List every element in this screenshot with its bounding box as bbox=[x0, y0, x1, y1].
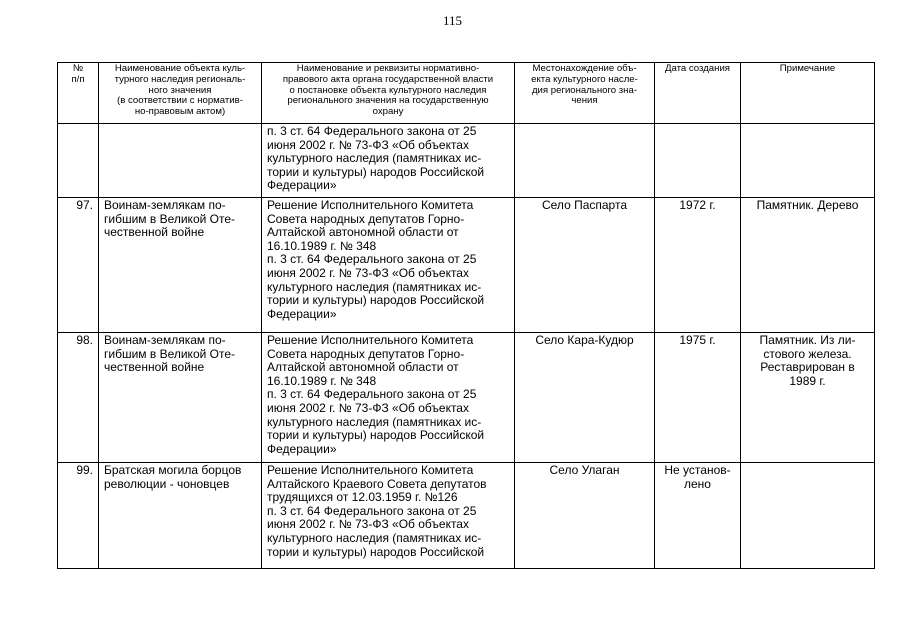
legal-act: Решение Исполнительного Комитета Совета народных депутатов Горно- Алтайской автономной области от 16.10.1989 г. № 348 п. 3 ст. 64 Федерального закона от 25 июня 2002 г. № 73-ФЗ «Об объектах культурного наследия (памятниках ис- тории и культуры) народов Российской Федерации» bbox=[262, 333, 515, 463]
location: Село Кара-Кудюр bbox=[515, 333, 655, 463]
legal-act: Решение Исполнительного Комитета Алтайского Краевого Совета депутатов трудящихся от 12.03.1959 г. №126 п. 3 ст. 64 Федерального закона от 25 июня 2002 г. № 73-ФЗ «Об объектах культурного наследия (памятниках ис- тории и культуры) народов Российской bbox=[262, 463, 515, 569]
table-row bbox=[58, 124, 875, 198]
table-row bbox=[58, 198, 875, 333]
table-row bbox=[58, 333, 875, 463]
creation-date: 1975 г. bbox=[655, 333, 741, 463]
row-number: 98. bbox=[58, 333, 99, 463]
heritage-registry-table bbox=[57, 62, 875, 569]
creation-date: 1972 г. bbox=[655, 198, 741, 333]
note bbox=[741, 124, 875, 198]
object-name: Воинам-землякам по- гибшим в Великой Оте- чественной войне bbox=[99, 198, 262, 333]
creation-date: Не установ- лено bbox=[655, 463, 741, 569]
note: Памятник. Из ли- стового железа. Реставрирован в 1989 г. bbox=[741, 333, 875, 463]
table-header-row bbox=[58, 63, 875, 124]
legal-act: Решение Исполнительного Комитета Совета народных депутатов Горно- Алтайской автономной области от 16.10.1989 г. № 348 п. 3 ст. 64 Федерального закона от 25 июня 2002 г. № 73-ФЗ «Об объектах культурного наследия (памятниках ис- тории и культуры) народов Российской Федерации» bbox=[262, 198, 515, 333]
creation-date bbox=[655, 124, 741, 198]
note: Памятник. Дерево bbox=[741, 198, 875, 333]
row-number: 97. bbox=[58, 198, 99, 333]
header-note: Примечание bbox=[741, 63, 875, 124]
location bbox=[515, 124, 655, 198]
object-name: Воинам-землякам по- гибшим в Великой Оте- чественной войне bbox=[99, 333, 262, 463]
object-name: Братская могила борцов революции - чоновцев bbox=[99, 463, 262, 569]
header-number: № п/п bbox=[58, 63, 99, 124]
location: Село Паспарта bbox=[515, 198, 655, 333]
note bbox=[741, 463, 875, 569]
row-number bbox=[58, 124, 99, 198]
legal-act: п. 3 ст. 64 Федерального закона от 25 июня 2002 г. № 73-ФЗ «Об объектах культурного наследия (памятниках ис- тории и культуры) народов Российской Федерации» bbox=[262, 124, 515, 198]
page-number: 115 bbox=[442, 13, 463, 28]
header-creation-date: Дата создания bbox=[655, 63, 741, 124]
header-location: Местонахождение объ- екта культурного насле- дия регионального зна- чения bbox=[515, 63, 655, 124]
object-name bbox=[99, 124, 262, 198]
header-legal-act: Наименование и реквизиты нормативно- правового акта органа государственной власти о постановке объекта культурного наследия регионального значения на государственную охрану bbox=[262, 63, 515, 124]
table-row bbox=[58, 463, 875, 569]
location: Село Улаган bbox=[515, 463, 655, 569]
header-object-name: Наименование объекта куль- турного наследия региональ- ного значения (в соответствии с норматив- но-правовым актом) bbox=[99, 63, 262, 124]
row-number: 99. bbox=[58, 463, 99, 569]
